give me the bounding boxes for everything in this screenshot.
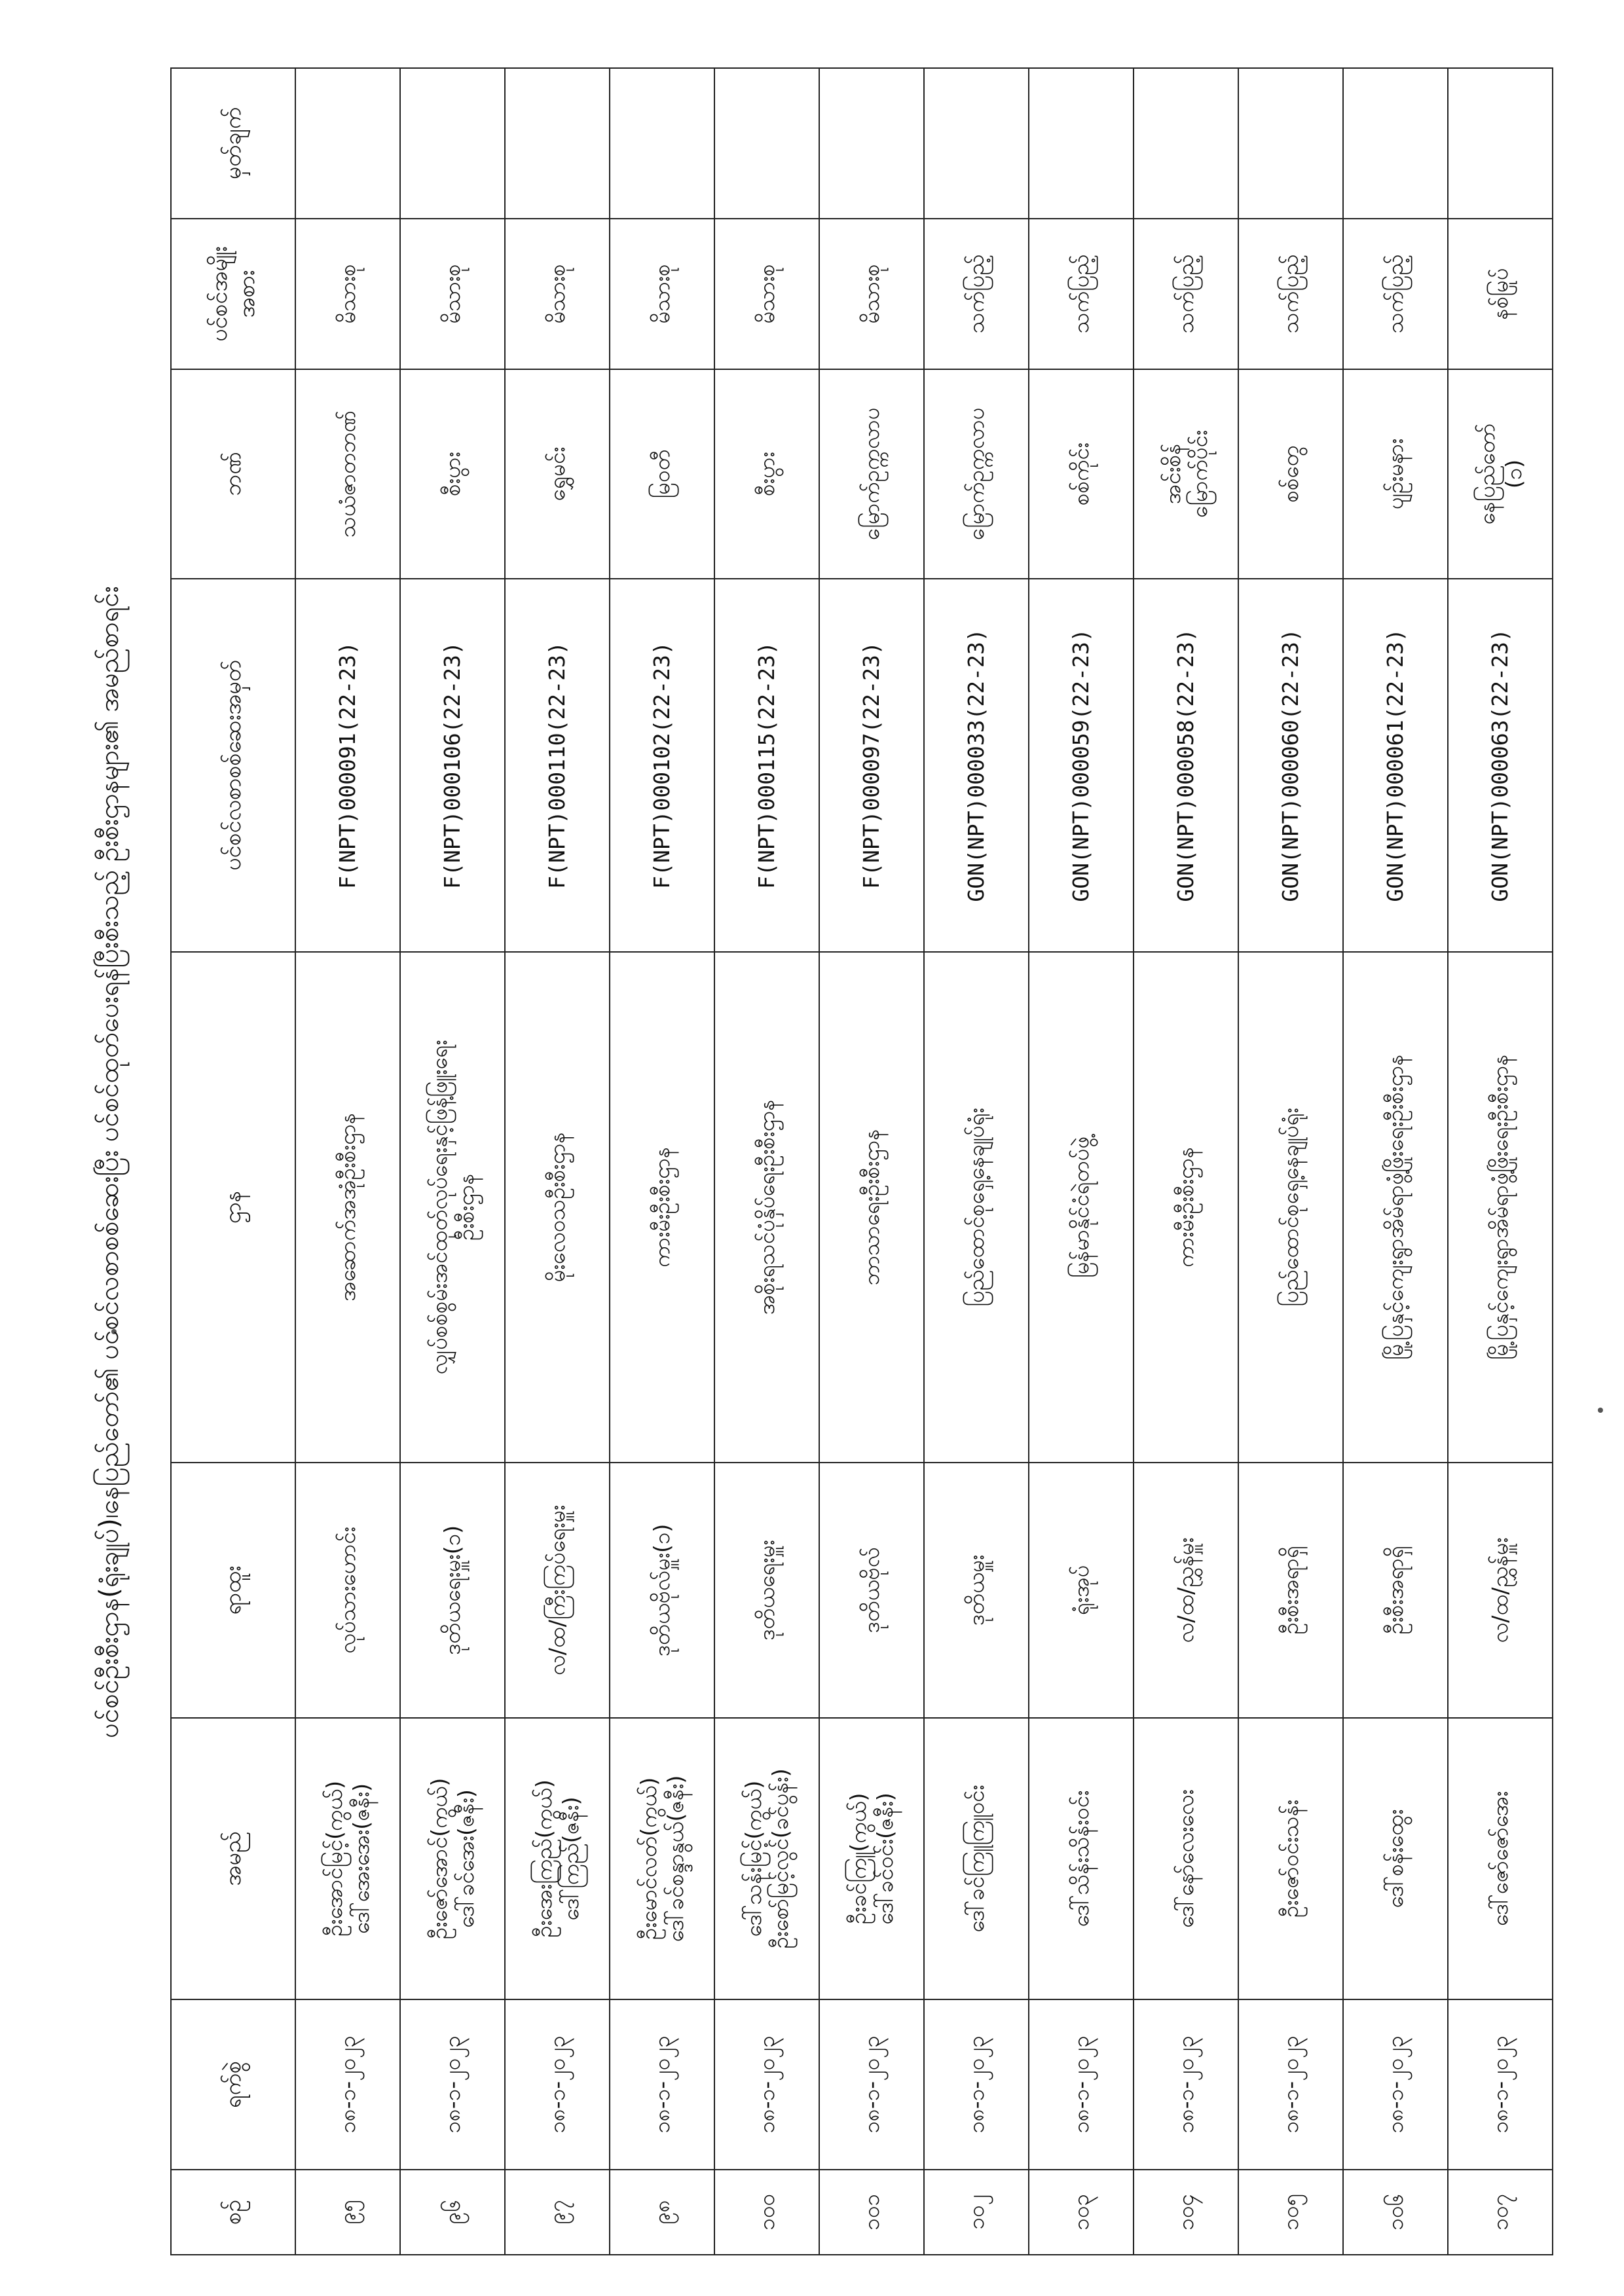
row-date: ၁၈-၁-၂၀၂၃ xyxy=(924,1999,1029,2170)
row-name xyxy=(1448,1718,1553,1999)
col-position-header: ရာထူး xyxy=(171,1463,295,1718)
col-date-header: ရက်စွဲ xyxy=(171,1999,295,2170)
row-bank-line: စစ်တွေ xyxy=(1278,445,1304,503)
row-bank-line: ရွှေမင်း xyxy=(544,446,570,501)
row-name-line: ဒေါ်ခင်ကြူကြူဝင်း xyxy=(963,1785,989,1933)
row-remark xyxy=(610,68,714,219)
row-name xyxy=(819,1718,924,1999)
row-pension-no: F(NPT)000102(22-23) xyxy=(610,579,714,952)
pension-table xyxy=(170,67,1553,2255)
row-pension-no: GON(NPT)000033(22-23) xyxy=(924,579,1029,952)
row-bank-line: သယံဇာတဘဏ် xyxy=(335,410,361,538)
row-position: ဒုတိယဗိုလ်မှူး(၁) xyxy=(610,1463,714,1718)
row-department: ဘာသာရေးဦးစီးဌာန xyxy=(819,952,924,1463)
row-pension-type: သက်ပြည့် xyxy=(1134,219,1238,369)
row-pension-type: မိသားစု xyxy=(400,219,505,369)
row-pension-no: GON(NPT)000058(22-23) xyxy=(1134,579,1238,952)
row-position: လ/ထ/ကြီးကြပ်ရေးမှူး xyxy=(505,1463,610,1718)
row-pension-type: မိသားစု xyxy=(295,219,400,369)
row-department-line: ဦးစီးဌာန xyxy=(453,1173,479,1241)
row-pension-no: GON(NPT)000059(22-23) xyxy=(1029,579,1134,952)
row-remark xyxy=(714,68,819,219)
row-name xyxy=(610,1718,714,1999)
row-name-line: ဒေါ်နော်လေးလေး xyxy=(1173,1789,1199,1928)
table-row xyxy=(505,68,610,2255)
row-date: ၁၈-၁-၂၀၂၃ xyxy=(819,1999,924,2170)
row-position: ဒုတိယဗိုလ် xyxy=(819,1463,924,1718)
row-no: ၁၀၁ xyxy=(819,2170,924,2255)
row-no: ၁၀၆ xyxy=(1343,2170,1448,2255)
row-remark xyxy=(295,68,400,219)
row-bank xyxy=(924,369,1029,579)
row-name xyxy=(1134,1718,1238,1999)
row-date: ၁၈-၁-၂၀၂၃ xyxy=(295,1999,400,2170)
row-position: ဒုတိယမှူး xyxy=(924,1463,1029,1718)
row-name-line: ဒေါ်ခင်ဝင်း(ဇနီး) xyxy=(872,1793,898,1925)
row-name-line: ဦးခင်ကြူ(ကွယ်) xyxy=(845,1793,871,1925)
row-bank xyxy=(295,369,400,579)
table-row xyxy=(714,68,819,2255)
row-position: လ/ထ/ညွှန်မှူး xyxy=(1134,1463,1238,1718)
row-department: မြို့ပြနှင့်ကျေးရွာအိမ်ရာဖွံ့ဖြိုးရေးဦးစီးဌာန xyxy=(1448,952,1553,1463)
table-row xyxy=(295,68,400,2255)
row-remark xyxy=(924,68,1029,219)
row-date: ၁၈-၁-၂၀၂၃ xyxy=(1029,1999,1134,2170)
row-position: ရုံးအုပ် xyxy=(1029,1463,1134,1718)
row-date: ၁၈-၁-၂၀၂၃ xyxy=(505,1999,610,2170)
row-bank-line: နေပြည်တော် xyxy=(1473,423,1500,525)
row-pension-no: F(NPT)000110(22-23) xyxy=(505,579,610,952)
row-name-line: ဒေါ်အေးအေး(ဇနီး) xyxy=(348,1783,374,1935)
row-name-line: ဒေါ်ဇော်ဇော်အေး xyxy=(1487,1791,1513,1927)
row-pension-type: သက်ပြည့် xyxy=(924,219,1029,369)
row-bank-line: စစ်ကိုင်း xyxy=(1068,442,1094,506)
row-no: ၁၀၂ xyxy=(924,2170,1029,2255)
row-bank-line: စီးပွား xyxy=(439,452,466,496)
row-name-line: ဦးအေးကြည်(ကွယ်) xyxy=(530,1779,557,1938)
row-name-line: ဒေါ်စန်းထွေး xyxy=(1382,1809,1409,1908)
row-department: ပြည်ထောင်စုရှေ့နေချုပ်ရုံး xyxy=(1238,952,1343,1463)
table-body xyxy=(295,68,1553,2255)
row-pension-type: သက်ပြည့် xyxy=(1343,219,1448,369)
row-bank-line: မြောက်ဥက္ကလာပ xyxy=(963,407,989,541)
row-department: မြန်မာနိုင်ငံရဲတပ်ဖွဲ့ xyxy=(1029,952,1134,1463)
col-department-header: ဌာန xyxy=(171,952,295,1463)
row-position: ဒုတိယရေးမှူး xyxy=(714,1463,819,1718)
row-bank-line: အင်းစိန် xyxy=(1159,443,1185,505)
row-name-line: ဦးစော်မြင့်လွင်(ခင်ပွန်း) xyxy=(767,1768,793,1949)
row-department: ကားမီးဦးစီးဌာန xyxy=(610,952,714,1463)
row-remark xyxy=(1029,68,1134,219)
row-department: ပြည်ထောင်စုရှေ့နေချုပ်ရုံး xyxy=(924,952,1029,1463)
row-position: ဦးစီးအရာရှိ xyxy=(1238,1463,1343,1718)
row-name xyxy=(1029,1718,1134,1999)
row-pension-no: GON(NPT)000060(22-23) xyxy=(1238,579,1343,952)
row-name xyxy=(924,1718,1029,1999)
row-bank xyxy=(505,369,610,579)
row-name-line: ဒေါ်ကြည်(ဇနီး) xyxy=(558,1796,583,1921)
row-bank-line: စီးပွား xyxy=(754,452,780,496)
table-row xyxy=(400,68,505,2255)
row-date: ၁၈-၁-၂၀၂၃ xyxy=(1134,1999,1238,2170)
row-pension-type: နစ်မြုပ် xyxy=(1448,219,1553,369)
row-remark xyxy=(1238,68,1343,219)
row-bank xyxy=(1029,369,1134,579)
table-row xyxy=(1134,68,1238,2255)
row-department: မြို့ပြနှင့်ကျေးရွာအိမ်ရာဖွံ့ဖြိုးရေးဦးစီးဌာန xyxy=(1343,952,1448,1463)
row-pension-no: F(NPT)000106(22-23) xyxy=(400,579,505,952)
row-no: ၉၅ xyxy=(295,2170,400,2255)
row-position: ဦးစီးအရာရှိ xyxy=(1343,1463,1448,1718)
row-pension-no: GON(NPT)000061(22-23) xyxy=(1343,579,1448,952)
row-bank-line: မြောက်ပိုင်း xyxy=(1187,429,1212,519)
row-bank xyxy=(400,369,505,579)
row-bank xyxy=(1134,369,1238,579)
row-name-line: ဦးဇော်ဝင်းသန်း xyxy=(1278,1799,1304,1918)
row-department-line: လျှပ်စစ်စွမ်းအင်ထုတ်လုပ်ရေးနှင့်ဖြန့်ဖြူးရေး xyxy=(426,1040,452,1375)
col-pension-type-header: ပင်စင်အမျိုးအစား xyxy=(171,219,295,369)
col-bank-header: ဘဏ် xyxy=(171,369,295,579)
row-name xyxy=(400,1718,505,1999)
row-bank-line: ပျဉ်းမနား xyxy=(1382,438,1409,510)
row-pension-type: သက်ပြည့် xyxy=(1029,219,1134,369)
row-date: ၁၈-၁-၂၀၂၃ xyxy=(1448,1999,1553,2170)
row-bank xyxy=(819,369,924,579)
row-bank-line: မြဝတီ xyxy=(649,449,675,499)
row-pension-type: သက်ပြည့် xyxy=(1238,219,1343,369)
row-no: ၉၈ xyxy=(610,2170,714,2255)
row-date: ၁၈-၁-၂၀၂၃ xyxy=(400,1999,505,2170)
row-pension-type: မိသားစု xyxy=(714,219,819,369)
col-no-header: စဉ် xyxy=(171,2170,295,2255)
row-name xyxy=(505,1718,610,1999)
scan-speck xyxy=(1598,1408,1603,1413)
col-pension-no-header: ပင်စင်လစာစစ်ဆေးအမှတ် xyxy=(171,579,295,952)
row-name-line: ဒေါ်သန်းမြင့်(ကွယ်) xyxy=(740,1780,766,1937)
row-bank xyxy=(1448,369,1553,579)
row-position: လ/ထ/ညွှန်မှူး xyxy=(1448,1463,1553,1718)
row-name-line: ဦးအောင်မြင့်(ကွယ်) xyxy=(321,1780,347,1937)
row-department: အစိုးရသင်ပုံနှိပ်ရေးဦးစီးဌာန xyxy=(714,952,819,1463)
row-bank xyxy=(1343,369,1448,579)
row-bank xyxy=(610,369,714,579)
row-no: ၉၇ xyxy=(505,2170,610,2255)
row-pension-no: F(NPT)000097(22-23) xyxy=(819,579,924,952)
row-bank xyxy=(1238,369,1343,579)
row-name xyxy=(295,1718,400,1999)
row-bank xyxy=(714,369,819,579)
row-pension-type: မိသားစု xyxy=(505,219,610,369)
rotated-content xyxy=(79,69,1526,2255)
row-pension-type: မိသားစု xyxy=(610,219,714,369)
row-name-line: ဒေါ်ခင်စန္ဒာနွယ်(ဇနီး) xyxy=(663,1775,688,1942)
table-row xyxy=(1238,68,1343,2255)
row-remark xyxy=(1343,68,1448,219)
row-department xyxy=(400,952,505,1463)
row-name-line: ဒေါ်ခင်အေး(ဇနီး) xyxy=(453,1789,479,1928)
row-no: ၁၀၀ xyxy=(714,2170,819,2255)
row-no: ၉၆ xyxy=(400,2170,505,2255)
row-date: ၁၈-၁-၂၀၂၃ xyxy=(1343,1999,1448,2170)
header-row xyxy=(171,68,295,2255)
table-row xyxy=(1343,68,1448,2255)
table-row xyxy=(924,68,1029,2255)
row-department: မိုးလေဝသဦးစီးဌာန xyxy=(505,952,610,1463)
table-row xyxy=(1448,68,1553,2255)
row-remark xyxy=(505,68,610,219)
col-name-header: အမည် xyxy=(171,1718,295,1999)
row-bank-line: မြောက်ဥက္ကလာပ xyxy=(858,407,885,541)
row-pension-no: F(NPT)000115(22-23) xyxy=(714,579,819,952)
row-date: ၁၈-၁-၂၀၂၃ xyxy=(714,1999,819,2170)
row-remark xyxy=(819,68,924,219)
document-title: ပင်စင်ဦးစီးဌာန(ရုံးချုပ်)၊နေပြည်တော်၏ ပင်စင်လစာစစ်ဆေးပြီး ပင်စင်ထုတ်ပေးရန်ပြီးစီးသည့် ဦးစီးဌာနများ၏ အမည်စာရင်း xyxy=(94,586,124,1738)
row-date: ၁၈-၁-၂၀၂၃ xyxy=(1238,1999,1343,2170)
row-no: ၁၀၇ xyxy=(1448,2170,1553,2255)
row-date: ၁၈-၁-၂၀၂၃ xyxy=(610,1999,714,2170)
row-name xyxy=(1238,1718,1343,1999)
row-name-line: ဒေါ်သိန်းသိန်းဝင်း xyxy=(1068,1790,1094,1927)
row-department: ကားမီးဦးစီးဌာန xyxy=(1134,952,1238,1463)
row-pension-type: မိသားစု xyxy=(819,219,924,369)
row-remark xyxy=(400,68,505,219)
row-remark xyxy=(1448,68,1553,219)
row-name xyxy=(714,1718,819,1999)
row-name-line: ဦးမောင်လတ်(ကွယ်) xyxy=(635,1777,661,1941)
row-name xyxy=(1343,1718,1448,1999)
col-remark-header: မှတ်ချက် xyxy=(171,68,295,219)
row-position: ဒုတိယရေးမှူး(၁) xyxy=(400,1463,505,1718)
row-remark xyxy=(1134,68,1238,219)
row-no: ၁၀၃ xyxy=(1029,2170,1134,2255)
row-no: ၁၀၅ xyxy=(1238,2170,1343,2255)
row-no: ၁၀၄ xyxy=(1134,2170,1238,2255)
table-row xyxy=(610,68,714,2255)
row-department: အဆောက်အအုံဦးစီးဌာန xyxy=(295,952,400,1463)
row-position: လုပ်သားဟောင်း xyxy=(295,1463,400,1718)
table-row xyxy=(1029,68,1134,2255)
row-bank-line: (၁) xyxy=(1501,459,1526,489)
row-pension-no: GON(NPT)000063(22-23) xyxy=(1448,579,1553,952)
row-name-line: ဦးဇော်အောင်(ကွယ်) xyxy=(426,1777,452,1940)
table-row xyxy=(819,68,924,2255)
row-pension-no: F(NPT)000091(22-23) xyxy=(295,579,400,952)
